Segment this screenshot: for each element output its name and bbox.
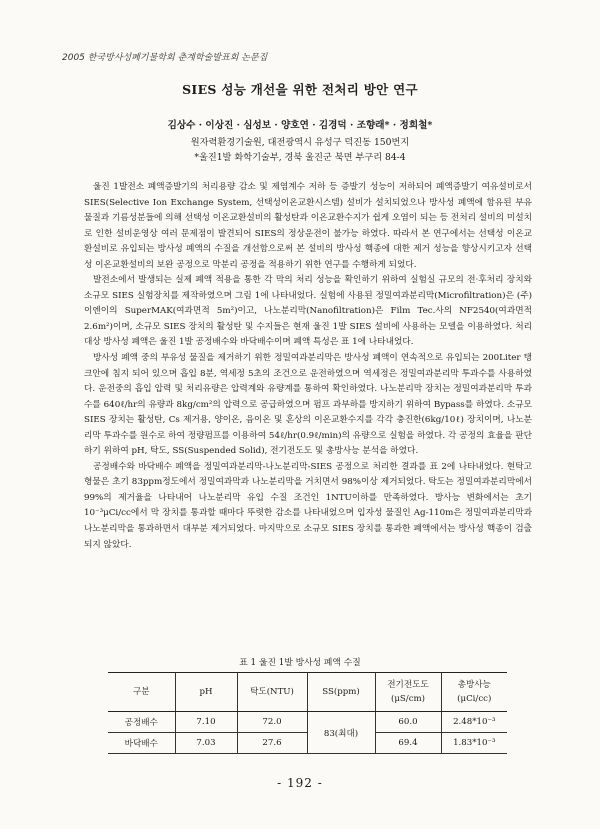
cell-conductivity: 69.4 — [375, 733, 441, 754]
header-category: 구분 — [108, 673, 175, 712]
header-conductivity-unit: (μS/cm) — [390, 694, 426, 704]
table-caption: 표 1 울진 1발 방사성 폐액 수질 — [239, 658, 361, 668]
paragraph-method-operation: 방사성 폐액 중의 부유성 물질을 제거하기 위한 정밀여과분리막은 방사성 폐액이 연속적으로 유입되는 200Liter 탱크안에 침지 되어 있으며 흡입 8분, 역세정 5초의 조건으로 운전하였으며 역세정은 정밀여과분리막 투과수를 사용하였다. 운전중의 흡입 압력 및 처리유량은 압력계와 유량계를 통하여 확인하였다. 나노분리막 장치는 정밀여과분리막 투과수를 640ℓ/hr의 유량과 8kg/cm²의 압력으로 공급하였으며 펌프 과부하를 방지하기 위하여 Bypass를 하였다. 소규모 SIES 장치는 활성탄, Cs 제거용, 양이온, 음이온 및 혼상의 이온교환수지를 각각 충진한(6kg/10ℓ) 장치이며, 나노분리막 투과수를 원수로 하여 정량펌프를 이용하여 54ℓ/hr(0.9ℓ/min)의 유량으로 실험을 하였다. 각 공정의 효율을 판단하기 위하여 pH, 탁도, SS(Suspended Solid), 전기전도도 및 총방사능 분석을 하였다. — [84, 353, 532, 457]
cell-radioactivity: 2.48*10⁻³ — [441, 712, 507, 733]
water-quality-table — [108, 672, 507, 754]
cell-ss-merged: 83(최대) — [307, 712, 375, 754]
header-conductivity-name: 전기전도도 — [387, 680, 429, 690]
author-list: 김상수 · 이상진 · 심성보 · 양호연 · 김경덕 · 조향래* · 정희철* — [167, 120, 433, 131]
cell-turbidity: 27.6 — [237, 733, 307, 754]
header-radioactivity — [441, 673, 507, 712]
page-number: - 192 - — [277, 776, 323, 790]
cell-category: 공정배수 — [108, 712, 175, 733]
cell-ph: 7.03 — [175, 733, 237, 754]
affiliation-primary: 원자력환경기술원, 대전광역시 유성구 덕진동 150번지 — [190, 137, 410, 148]
cell-conductivity: 60.0 — [375, 712, 441, 733]
cell-category: 바닥배수 — [108, 733, 175, 754]
header-radioactivity-name: 총방사능 — [457, 680, 491, 690]
paragraph-results: 공정배수와 바닥배수 폐액을 정밀여과분리막-나노분리막-SIES 공정으로 처리한 결과를 표 2에 나타내었다. 현탁고형물은 초기 83ppm정도에서 정밀여과막과 나노분리막을 거치면서 98%이상 제거되었다. 탁도는 정밀여과분리막에서 99%의 제거율을 나타내어 나노분리막 유입 수질 조건인 1NTU이하를 만족하였다. 방사능 변화에서는 초기 10⁻³μCi/cc에서 막 장치를 통과할 때마다 뚜렷한 감소를 나타내었으며 입자성 물질인 Ag-110m은 정밀여과분리막과 나노분리막을 통과하면서 대부분 제거되었다. 마지막으로 소규모 SIES 장치를 통과한 폐액에서는 방사성 핵종이 검출되지 않았다. — [84, 461, 532, 550]
paragraph-intro: 울진 1발전소 폐액증발기의 처리용량 감소 및 제염계수 저하 등 증발기 성능이 저하되어 폐액증발기 여유설비로서 SIES(Selective Ion Exchange System, 선택성이온교환시스템) 설비가 설치되었으나 방사성 폐액에 함유된 부유물질과 기름성분들에 의해 선택성 이온교환설비의 활성탄과 이온교환수지가 쉽게 오염이 되는 등 전처리 설비의 미설치로 인한 설비운영상 여러 문제점이 발견되어 SIES의 정상운전이 불가능 하였다. 따라서 본 연구에서는 선택성 이온교환설비로 유입되는 방사성 폐액의 수질을 개선함으로써 본 설비의 방사성 핵종에 대한 제거 성능을 향상시키고자 선택성 이온교환설비의 보완 공정으로 막분리 공정을 적용하기 위한 연구를 수행하게 되었다. — [84, 182, 532, 270]
header-turbidity: 탁도(NTU) — [237, 673, 307, 712]
table-row — [108, 712, 507, 733]
header-conductivity — [375, 673, 441, 712]
header-ph: pH — [175, 673, 237, 712]
paper-title: SIES 성능 개선을 위한 전처리 방안 연구 — [182, 82, 418, 97]
affiliation-secondary: *울진1발 화학기술부, 경북 울진군 북면 부구리 84-4 — [194, 152, 406, 163]
table-header-row — [108, 673, 507, 712]
header-radioactivity-unit: (μCi/cc) — [457, 694, 492, 704]
header-ss: SS(ppm) — [307, 673, 375, 712]
cell-ph: 7.10 — [175, 712, 237, 733]
cell-turbidity: 72.0 — [237, 712, 307, 733]
paragraph-method-setup: 발전소에서 발생되는 실제 폐액 적용을 통한 각 막의 처리 성능을 확인하기 위하여 실험실 규모의 전·후처리 장치와 소규모 SIES 실험장치를 제작하였으며 그림 1에 나타내었다. 실험에 사용된 정밀여과분리막(Microfiltration)은 (주)이엔이의 SuperMAK(여과면적 5m²)이고, 나노분리막(Nanofiltration)은 Film Tec.사의 NF2540(여과면적 2.6m²)이며, 소규모 SIES 장치의 활성탄 및 수지들은 현재 울진 1발 SIES 설비에 사용하는 모델을 이용하였다. 처리 대상 방사성 폐액은 울진 1발 공정배수와 바닥배수이며 폐액 특성은 표 1에 나타내었다. — [84, 275, 532, 348]
abstract-body — [84, 180, 532, 553]
proceedings-header: 2005 한국방사성폐기물학회 춘계학술발표회 논문집 — [62, 53, 268, 63]
cell-radioactivity: 1.83*10⁻³ — [441, 733, 507, 754]
